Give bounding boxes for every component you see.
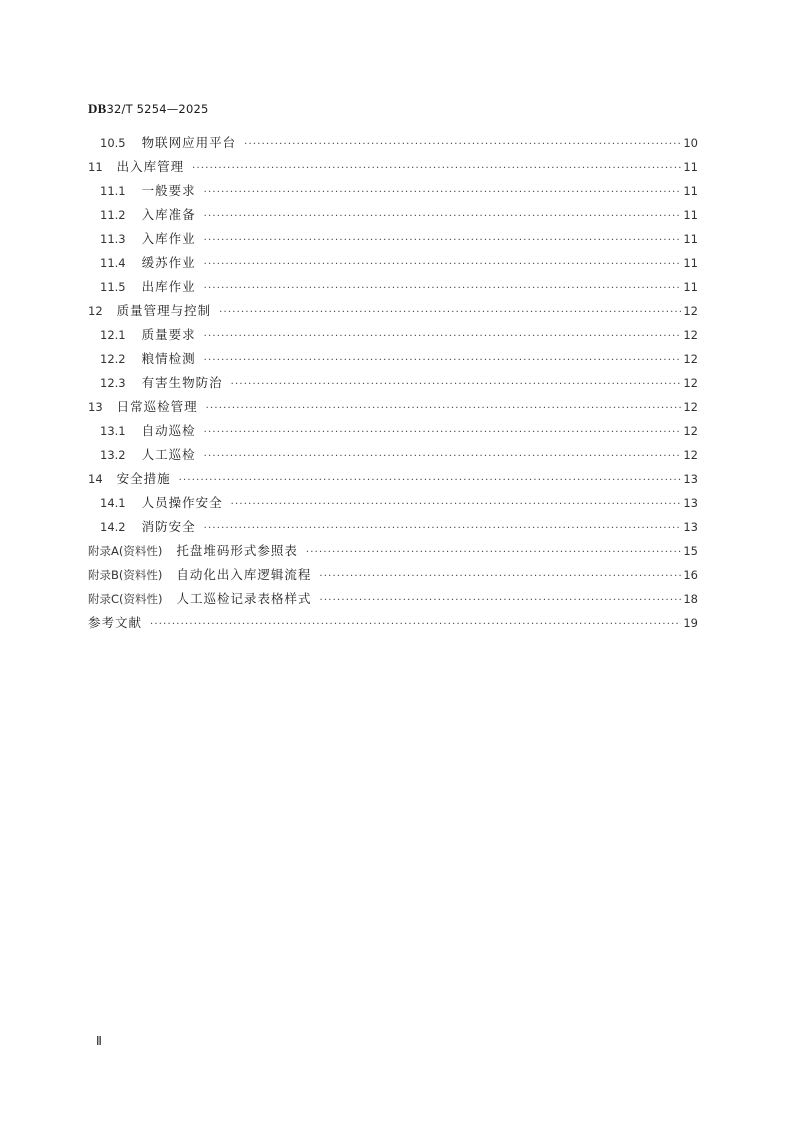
toc-entry-title: 质量要求: [141, 327, 196, 342]
toc-entry-title: 一般要求: [141, 183, 196, 198]
toc-entry-title: 自动巡检: [141, 423, 196, 438]
toc-dot-leader: [204, 520, 682, 538]
toc-entry-page: 12: [683, 328, 698, 342]
toc-entry-page: 13: [683, 520, 698, 534]
toc-entry-title: 人工巡检记录表格样式: [176, 591, 312, 606]
toc-entry-title: 物联网应用平台: [141, 135, 237, 150]
document-code-number: 32/T 5254—2025: [106, 102, 209, 116]
toc-entry-title: 入库作业: [141, 231, 196, 246]
toc-entry-page: 12: [683, 352, 698, 366]
toc-entry-page: 18: [683, 592, 698, 606]
toc-entry-number: 11.1: [100, 184, 126, 198]
toc-dot-leader: [204, 280, 682, 298]
toc-entry[interactable]: [88, 347, 698, 371]
toc-entry[interactable]: [88, 515, 698, 539]
toc-entry[interactable]: [88, 371, 698, 395]
toc-dot-leader: [219, 304, 681, 322]
toc-entry-number: 14: [88, 472, 103, 486]
toc-dot-leader: [204, 328, 682, 346]
toc-entry[interactable]: [88, 155, 698, 179]
toc-entry-page: 11: [683, 232, 698, 246]
toc-entry-number: 11.4: [100, 256, 126, 270]
table-of-contents: [88, 131, 698, 635]
toc-entry-number: 13.2: [100, 448, 126, 462]
toc-entry-number: 12: [88, 304, 103, 318]
toc-entry-title: 有害生物防治: [141, 375, 223, 390]
toc-entry-number: 10.5: [100, 136, 126, 150]
toc-dot-leader: [231, 376, 682, 394]
toc-entry-number: 13: [88, 400, 103, 414]
toc-entry[interactable]: [88, 203, 698, 227]
toc-entry-number: 12.3: [100, 376, 126, 390]
toc-entry-page: 11: [683, 184, 698, 198]
toc-entry-page: 11: [683, 280, 698, 294]
toc-entry-title: 人工巡检: [141, 447, 196, 462]
toc-entry-title: 人员操作安全: [141, 495, 223, 510]
toc-entry[interactable]: [88, 587, 698, 611]
toc-entry-number: 附录C(资料性): [88, 592, 163, 606]
toc-entry-title: 出库作业: [141, 279, 196, 294]
toc-dot-leader: [204, 184, 682, 202]
toc-dot-leader: [231, 496, 682, 514]
toc-dot-leader: [244, 136, 681, 154]
toc-entry-page: 11: [683, 160, 698, 174]
toc-entry-page: 12: [683, 400, 698, 414]
toc-entry-title: 安全措施: [116, 471, 171, 486]
toc-entry-number: 附录B(资料性): [88, 568, 163, 582]
toc-entry[interactable]: [88, 251, 698, 275]
toc-entry-number: 12.2: [100, 352, 126, 366]
page-number: Ⅱ: [96, 1034, 102, 1048]
toc-entry[interactable]: [88, 539, 698, 563]
toc-entry-page: 15: [683, 544, 698, 558]
toc-entry-title: 参考文献: [88, 615, 143, 630]
toc-entry-number: 11: [88, 160, 103, 174]
toc-dot-leader: [204, 448, 682, 466]
toc-entry[interactable]: [88, 179, 698, 203]
toc-dot-leader: [150, 616, 681, 634]
toc-entry-title: 自动化出入库逻辑流程: [176, 567, 312, 582]
toc-dot-leader: [204, 232, 682, 250]
document-code: [88, 101, 209, 117]
toc-entry-number: 11.2: [100, 208, 126, 222]
toc-entry-number: 13.1: [100, 424, 126, 438]
toc-entry-number: 12.1: [100, 328, 126, 342]
toc-entry-title: 缓苏作业: [141, 255, 196, 270]
toc-entry-page: 12: [683, 304, 698, 318]
toc-dot-leader: [204, 208, 682, 226]
toc-entry-page: 16: [683, 568, 698, 582]
toc-entry-page: 11: [683, 256, 698, 270]
toc-dot-leader: [192, 160, 681, 178]
toc-entry[interactable]: [88, 395, 698, 419]
toc-entry-title: 托盘堆码形式参照表: [176, 543, 298, 558]
toc-entry-title: 日常巡检管理: [116, 399, 198, 414]
toc-entry-page: 13: [683, 496, 698, 510]
toc-entry-page: 12: [683, 448, 698, 462]
toc-entry-title: 入库准备: [141, 207, 196, 222]
toc-entry-title: 粮情检测: [141, 351, 196, 366]
toc-entry-number: 附录A(资料性): [88, 544, 163, 558]
toc-entry-title: 出入库管理: [116, 159, 185, 174]
toc-entry-page: 12: [683, 376, 698, 390]
toc-entry-page: 19: [683, 616, 698, 630]
toc-dot-leader: [179, 472, 682, 490]
toc-entry-number: 11.3: [100, 232, 126, 246]
toc-entry[interactable]: [88, 611, 698, 635]
toc-entry-number: 14.2: [100, 520, 126, 534]
toc-entry[interactable]: [88, 467, 698, 491]
toc-dot-leader: [204, 352, 682, 370]
toc-entry[interactable]: [88, 299, 698, 323]
toc-entry-number: 14.1: [100, 496, 126, 510]
toc-dot-leader: [204, 424, 682, 442]
toc-entry-page: 11: [683, 208, 698, 222]
toc-dot-leader: [204, 256, 682, 274]
toc-entry[interactable]: [88, 275, 698, 299]
toc-entry-page: 13: [683, 472, 698, 486]
toc-entry-number: 11.5: [100, 280, 126, 294]
toc-entry[interactable]: [88, 563, 698, 587]
toc-entry-page: 10: [683, 136, 698, 150]
toc-dot-leader: [206, 400, 682, 418]
document-code-prefix: DB: [88, 101, 107, 116]
toc-entry[interactable]: [88, 419, 698, 443]
toc-entry-page: 12: [683, 424, 698, 438]
toc-entry[interactable]: [88, 131, 698, 155]
toc-entry[interactable]: [88, 323, 698, 347]
toc-dot-leader: [306, 544, 682, 562]
toc-dot-leader: [319, 568, 681, 586]
toc-entry[interactable]: [88, 491, 698, 515]
toc-dot-leader: [320, 592, 682, 610]
toc-entry-title: 消防安全: [141, 519, 196, 534]
toc-entry[interactable]: [88, 443, 698, 467]
toc-entry-title: 质量管理与控制: [116, 303, 212, 318]
toc-entry[interactable]: [88, 227, 698, 251]
